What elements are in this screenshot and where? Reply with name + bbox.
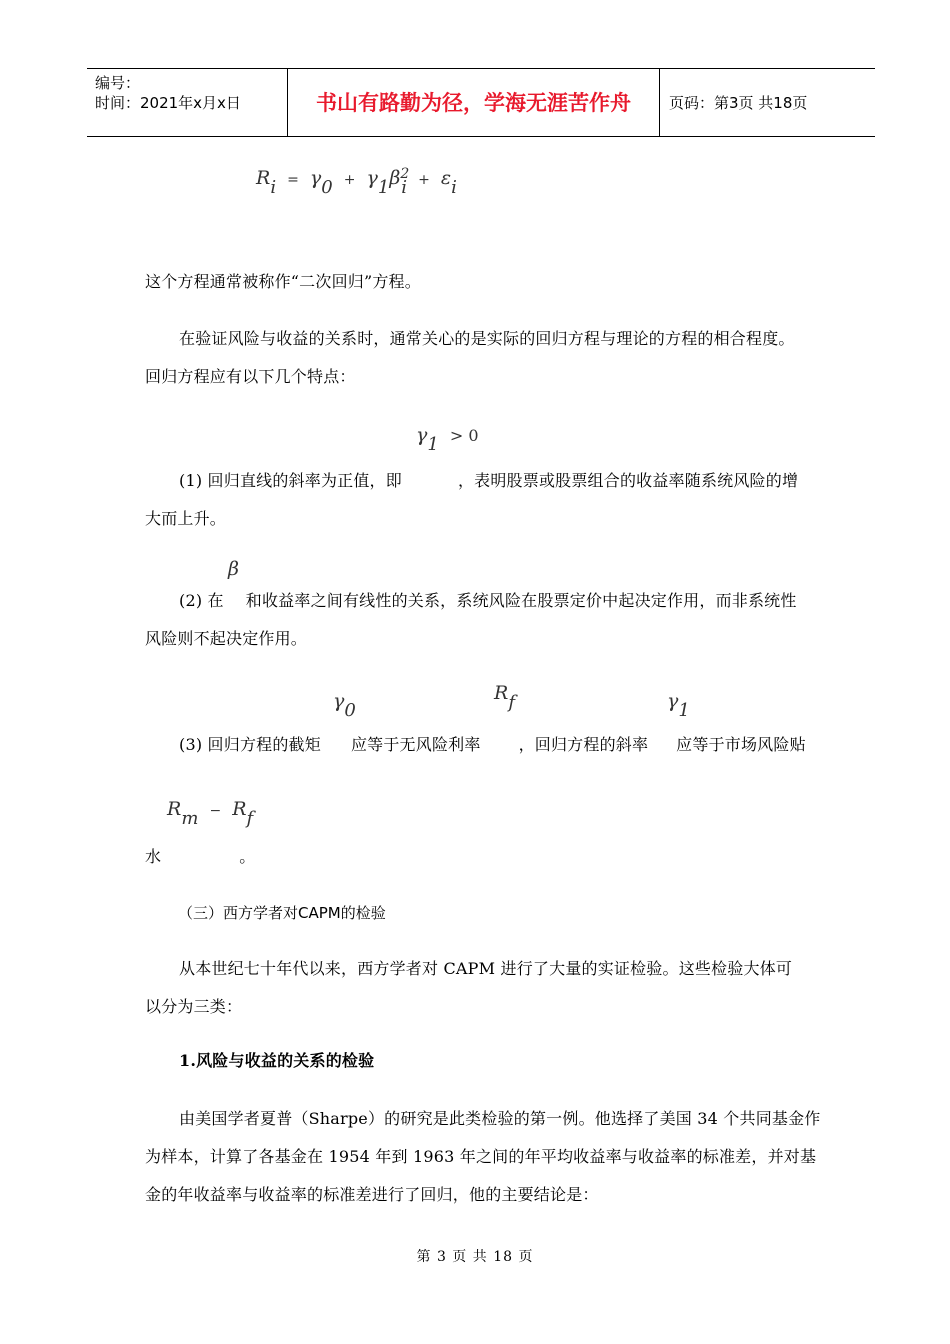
serial-label: 编号：: [95, 74, 141, 92]
formula-symbol: γ: [667, 690, 679, 712]
formula-symbol: R: [167, 798, 182, 820]
rf-symbol: [494, 682, 515, 713]
text-span: ，回归方程的斜率: [518, 735, 649, 754]
paragraph-line: 以分为三类：: [145, 997, 243, 1016]
paragraph-line: [145, 726, 825, 764]
text-span: 应等于无风险利率: [350, 735, 481, 754]
gamma0-symbol: [333, 690, 356, 721]
paragraph-line: 大而上升。: [145, 509, 227, 528]
gamma1-symbol: [667, 690, 690, 721]
formula-operator: =: [287, 172, 299, 188]
list-item: [145, 462, 825, 538]
paragraph-line: [145, 838, 825, 876]
formula-subscript: i: [401, 177, 408, 198]
formula-subscript: 1: [678, 700, 690, 721]
formula-subscript: i: [270, 177, 277, 198]
header-motto: 书山有路勤为径，学海无涯苦作舟: [316, 91, 631, 115]
paragraph: [145, 320, 825, 396]
time-label: 时间：2021年x月x日: [95, 94, 241, 112]
list-item: [145, 726, 825, 764]
document-header: [87, 68, 875, 137]
paragraph-line: 风险则不起决定作用。: [145, 629, 308, 648]
text-span: 应等于市场风险贴: [676, 735, 806, 754]
formula-subscript: 1: [427, 434, 439, 455]
section-heading: （三）西方学者对CAPM的检验: [178, 904, 386, 922]
paragraph-line: 在验证风险与收益的关系时，通常关心的是实际的回归方程与理论的方程的相合程度。: [179, 329, 795, 348]
paragraph: 这个方程通常被称作“二次回归”方程。: [145, 272, 421, 291]
formula-symbol: ε: [440, 167, 452, 189]
subsection-heading: 1.风险与收益的关系的检验: [179, 1051, 375, 1070]
formula-superscript: 2: [400, 166, 410, 182]
paragraph-line: 回归方程应有以下几个特点：: [145, 367, 356, 386]
formula-symbol: β: [389, 167, 401, 189]
formula-symbol: R: [232, 798, 247, 820]
formula-symbol: R: [494, 682, 509, 704]
paragraph-line: 从本世纪七十年代以来，西方学者对 CAPM 进行了大量的实证检验。这些检验大体可: [179, 959, 793, 978]
quadratic-regression-formula: [256, 166, 457, 198]
formula-subscript: f: [508, 692, 515, 713]
text-span: (1) 回归直线的斜率为正值，即: [179, 471, 402, 490]
formula-symbol: γ: [416, 424, 428, 446]
formula-subscript: 0: [321, 177, 333, 198]
formula-symbol: γ: [309, 167, 322, 189]
page-footer: 第 3 页 共 18 页: [416, 1249, 534, 1265]
paragraph-line: [145, 462, 825, 500]
formula-symbol: γ: [366, 167, 378, 189]
formula-operator: −: [209, 803, 222, 819]
formula-subscript: 1: [377, 177, 390, 198]
text-span: 。: [239, 847, 256, 866]
formula-subscript: f: [246, 808, 254, 829]
formula-subscript: 0: [344, 700, 356, 721]
header-divider: [659, 69, 660, 136]
text-span: 水: [145, 847, 162, 866]
slope-positive-formula: [416, 424, 484, 455]
paragraph-line: [145, 582, 825, 620]
text-span: 和收益率之间有线性的关系，系统风险在股票定价中起决定作用，而非系统性: [245, 591, 797, 610]
paragraph: [145, 950, 825, 1026]
market-premium-formula: [167, 798, 253, 829]
header-meta: [95, 69, 287, 136]
text-span: ，表明股票或股票组合的收益率随系统风险的增: [457, 471, 799, 490]
paragraph: [145, 1100, 825, 1214]
formula-symbol: R: [256, 167, 271, 189]
formula-operator: +: [343, 172, 356, 188]
formula-operator: +: [418, 172, 430, 188]
formula-symbol: γ: [333, 690, 345, 712]
formula-subscript: i: [451, 177, 457, 198]
text-span: (3) 回归方程的截矩: [179, 735, 321, 754]
paragraph-line: 金的年收益率与收益率的标准差进行了回归，他的主要结论是：: [145, 1185, 599, 1204]
formula-subscript: m: [181, 808, 199, 829]
header-page-info: 页码：第3页 共18页: [669, 94, 808, 112]
paragraph-line: 为样本，计算了各基金在 1954 年到 1963 年之间的年平均收益率与收益率的标准差，并对基: [145, 1147, 817, 1166]
paragraph-line: 由美国学者夏普（Sharpe）的研究是此类检验的第一例。他选择了美国 34 个共同基金作: [179, 1109, 821, 1128]
list-item: [145, 582, 825, 658]
beta-symbol: β: [228, 558, 239, 580]
formula-operator: > 0: [449, 426, 479, 445]
text-span: (2) 在: [179, 591, 224, 610]
